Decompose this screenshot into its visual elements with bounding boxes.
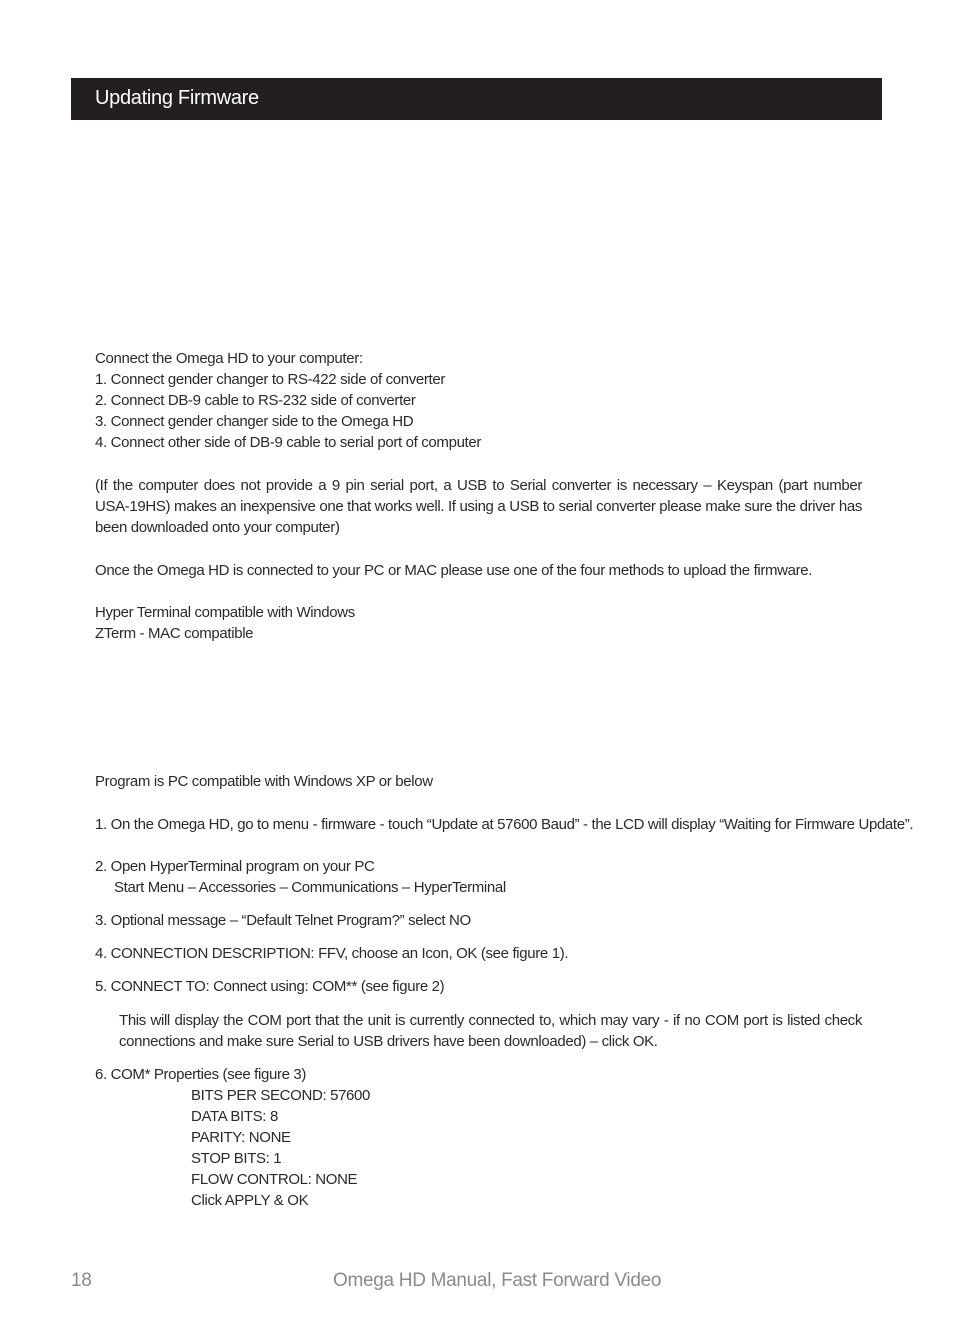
ht-step-2-path: Start Menu – Accessories – Communications – HyperTerminal [114,879,506,896]
ht-step-2: 2. Open HyperTerminal program on your PC [95,858,375,875]
ht-step-4: 4. CONNECTION DESCRIPTION: FFV, choose an Icon, OK (see figure 1). [95,945,569,962]
connect-intro: Connect the Omega HD to your computer: [95,350,363,367]
property-parity: PARITY: NONE [191,1129,291,1146]
section-header-bar [71,78,882,120]
method-hyperterminal: Hyper Terminal compatible with Windows [95,604,355,621]
ht-step-3: 3. Optional message – “Default Telnet Program?” select NO [95,912,471,929]
connect-step-2: 2. Connect DB-9 cable to RS-232 side of converter [95,392,416,409]
property-bits-per-second: BITS PER SECOND: 57600 [191,1087,371,1104]
hyperterminal-compat: Program is PC compatible with Windows XP or below [95,773,433,790]
connect-step-3: 3. Connect gender changer side to the Omega HD [95,413,414,430]
ht-step-5: 5. CONNECT TO: Connect using: COM** (see figure 2) [95,978,445,995]
property-stop-bits: STOP BITS: 1 [191,1150,282,1167]
usb-converter-note: (If the computer does not provide a 9 pin serial port, a USB to Serial converter is necessary – Keyspan (part number USA-19HS) makes an inexpensive one that works well. If using a USB to serial converter please make sure the driver has been downloaded onto your computer) [95,477,862,536]
connect-step-1: 1. Connect gender changer to RS-422 side of converter [95,371,446,388]
connect-step-4: 4. Connect other side of DB-9 cable to serial port of computer [95,434,482,451]
method-zterm: ZTerm - MAC compatible [95,625,254,642]
ht-step-1: 1. On the Omega HD, go to menu - firmware - touch “Update at 57600 Baud” - the LCD will display “Waiting for Firmware Update”. [95,816,914,833]
page-number: 18 [71,1270,92,1291]
ht-step-5-note: This will display the COM port that the unit is currently connected to, which may vary - if no COM port is listed check connections and make sure Serial to USB drivers have been downloaded) – click OK. [119,1012,862,1050]
methods-intro: Once the Omega HD is connected to your PC or MAC please use one of the four methods to upload the firmware. [95,562,813,579]
property-flow-control: FLOW CONTROL: NONE [191,1171,358,1188]
property-data-bits: DATA BITS: 8 [191,1108,278,1125]
footer-manual-title: Omega HD Manual, Fast Forward Video [333,1270,662,1291]
property-apply-ok: Click APPLY & OK [191,1192,309,1209]
ht-step-6: 6. COM* Properties (see figure 3) [95,1066,307,1083]
section-title: Updating Firmware [95,87,259,109]
